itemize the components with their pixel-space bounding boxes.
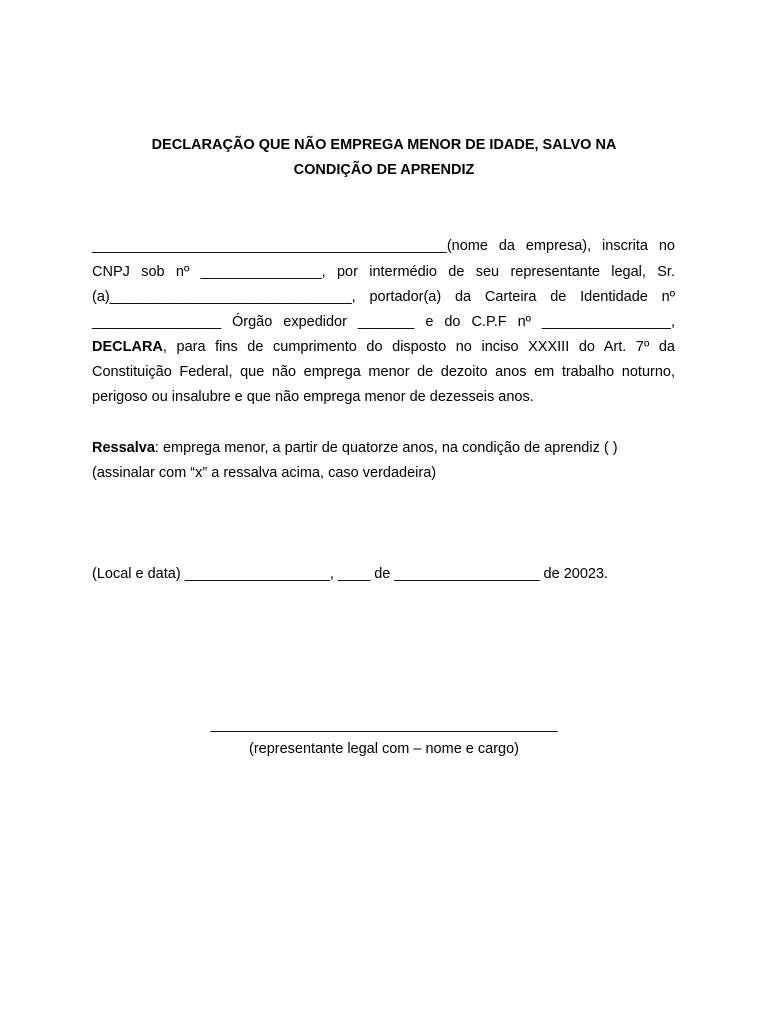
document-title-line-1: DECLARAÇÃO QUE NÃO EMPREGA MENOR DE IDADE, SALVO NA xyxy=(151,137,617,153)
declaration-line-3: (a)______________________________, portador(a) da Carteira de Identidade nº xyxy=(92,289,675,305)
local-and-date-line: (Local e data) __________________, ____ de __________________ de 20023. xyxy=(92,566,609,582)
ressalva-label: Ressalva xyxy=(92,440,155,456)
declaration-line-4: ________________ Órgão expedidor _______ e do C.P.F nº ________________, xyxy=(92,314,675,330)
declaration-line-7: perigoso ou insalubre e que não emprega menor de dezesseis anos. xyxy=(92,389,534,405)
declaration-line-2: CNPJ sob nº _______________, por intermédio de seu representante legal, Sr. xyxy=(92,264,675,280)
declara-keyword: DECLARA xyxy=(92,339,163,355)
declaration-line-5-text: , para fins de cumprimento do disposto no inciso XXXIII do Art. 7º da xyxy=(162,339,675,355)
ressalva-text: : emprega menor, a partir de quatorze anos, na condição de aprendiz ( ) xyxy=(154,440,618,456)
declaration-line-1: ____________________________________________(nome da empresa), inscrita no xyxy=(92,238,675,254)
ressalva-line xyxy=(92,439,675,457)
declaration-line-5 xyxy=(92,338,675,356)
ressalva-note: (assinalar com “x” a ressalva acima, caso verdadeira) xyxy=(92,465,437,481)
signature-caption: (representante legal com – nome e cargo) xyxy=(248,741,519,757)
signature-line: ___________________________________________ xyxy=(210,717,558,733)
declaration-line-6: Constituição Federal, que não emprega menor de dezoito anos em trabalho noturno, xyxy=(92,364,675,380)
document-title-line-2: CONDIÇÃO DE APRENDIZ xyxy=(293,162,475,178)
